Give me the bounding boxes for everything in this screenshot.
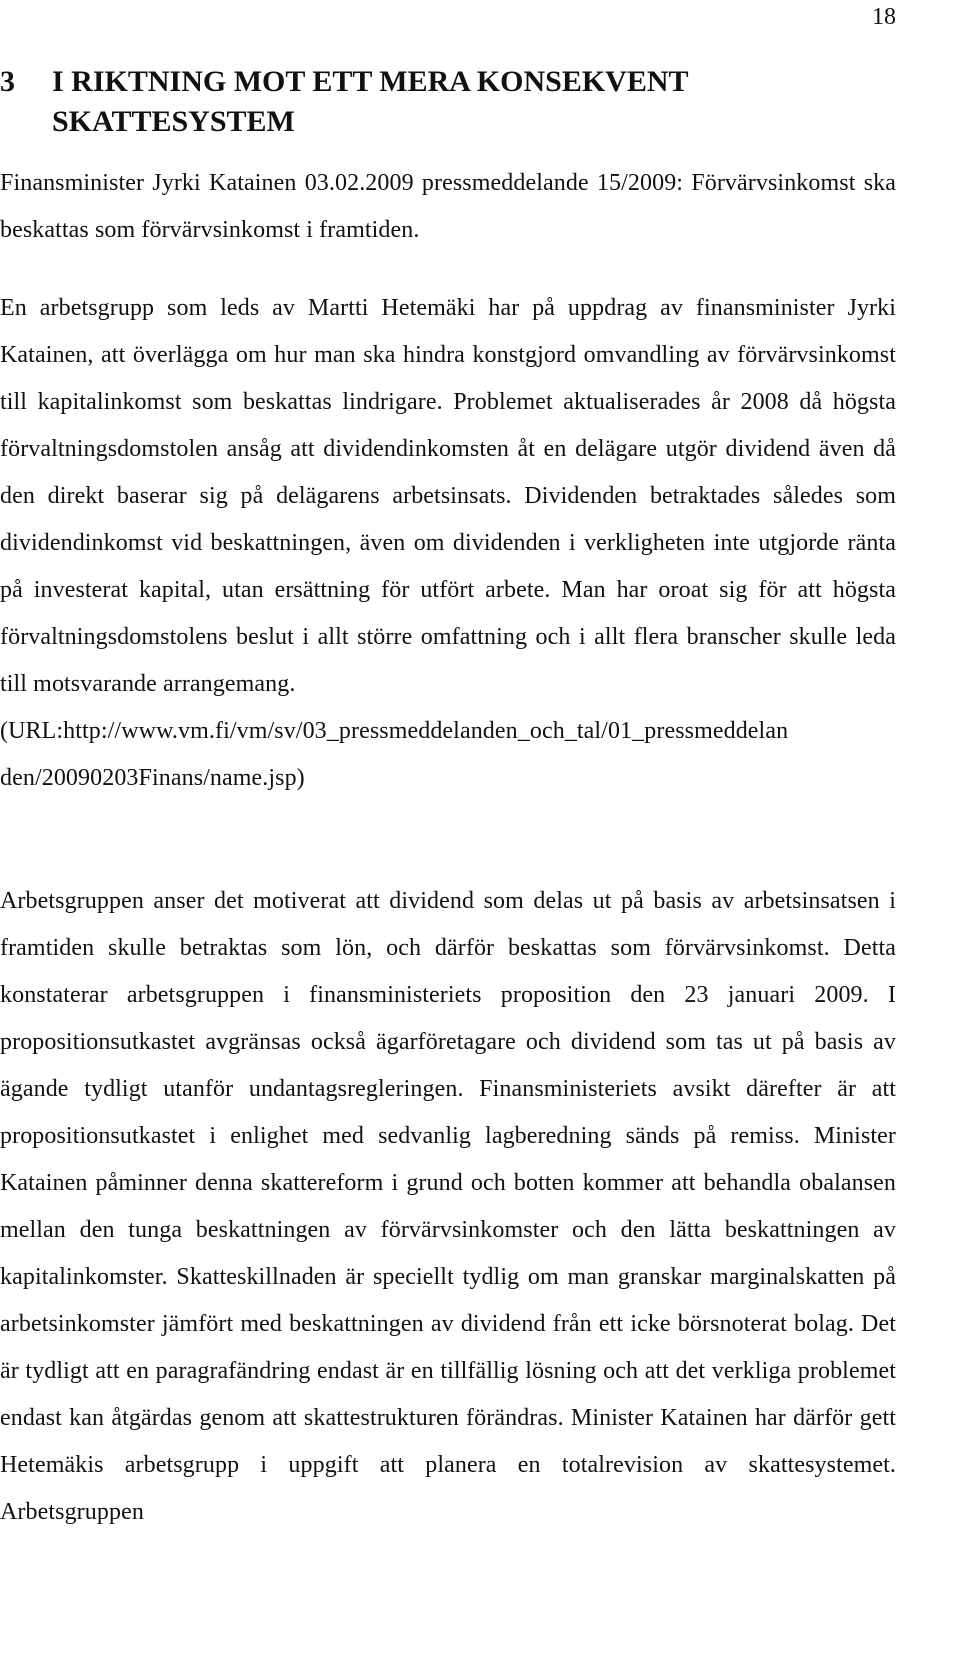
section-number: 3: [0, 65, 15, 98]
source-url-line-2: den/20090203Finans/name.jsp): [0, 765, 305, 791]
section-title: I RIKTNING MOT ETT MERA KONSEKVENT SKATTESYSTEM: [52, 65, 688, 138]
intro-paragraph: Finansminister Jyrki Katainen 03.02.2009 pressmeddelande 15/2009: Förvärvsinkomst ska beskattas som förvärvsinkomst i framtiden.: [0, 170, 896, 243]
section-heading: [0, 62, 900, 142]
source-url-line-1: (URL:http://www.vm.fi/vm/sv/03_pressmeddelanden_och_tal/01_pressmeddelan: [0, 718, 789, 744]
body-paragraph-2: Arbetsgruppen anser det motiverat att dividend som delas ut på basis av arbetsinsatsen i framtiden skulle betraktas som lön, och därför beskattas som förvärvsinkomst. Detta konstaterar arbetsgruppen i finansministeriets proposition den 23 januari 2009. I propositionsutkastet avgränsas också ägarföretagare och dividend som tas ut på basis av ägande tydligt utanför undantagsregleringen. Finansministeriets avsikt därefter är att propositionsutkastet i enlighet med sedvanlig lagberedning sänds på remiss. Minister Katainen påminner denna skattereform i grund och botten kommer att behandla obalansen mellan den tunga beskattningen av förvärvsinkomster och den lätta beskattningen av kapitalinkomster. Skatteskillnaden är speciellt tydlig om man granskar marginalskatten på arbetsinkomster jämfört med beskattningen av dividend från ett icke börsnoterat bolag. Det är tydligt att en paragrafändring endast är en tillfällig lösning och att det verkliga problemet endast kan åtgärdas genom att skattestrukturen förändras. Minister Katainen har därför gett Hetemäkis arbetsgrupp i uppgift att planera en totalrevision av skattesystemet. Arbetsgruppen: [0, 888, 896, 1525]
page-number: 18: [872, 4, 896, 30]
body-paragraph-1: [0, 285, 896, 802]
body-paragraph-1-text: En arbetsgrupp som leds av Martti Hetemäki har på uppdrag av finansminister Jyrki Katainen, att överlägga om hur man ska hindra konstgjord omvandling av förvärvsinkomst till kapitalinkomst som beskattas lindrigare. Problemet aktualiserades år 2008 då högsta förvaltningsdomstolen ansåg att dividendinkomsten åt en delägare utgör dividend även då den direkt baserar sig på delägarens arbetsinsats. Dividenden betraktades således som dividendinkomst vid beskattningen, även om dividenden i verkligheten inte utgjorde ränta på investerat kapital, utan ersättning för utfört arbete. Man har oroat sig för att högsta förvaltningsdomstolens beslut i allt större omfattning och i allt flera branscher skulle leda till motsvarande arrangemang.: [0, 295, 896, 697]
